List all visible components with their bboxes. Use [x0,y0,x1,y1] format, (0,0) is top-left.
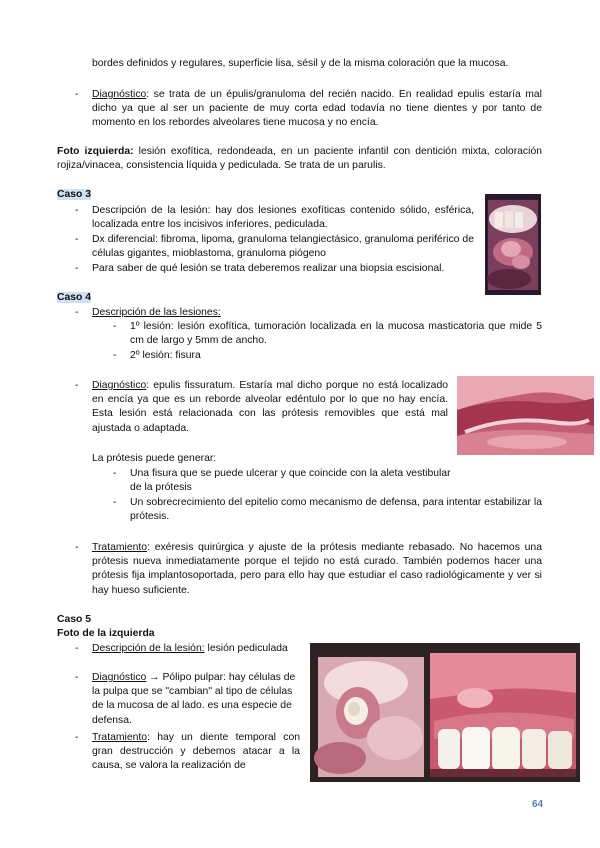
caso5-subtitle: Foto de la izquierda [57,628,155,639]
caso3-item-3: Para saber de qué lesión se trata deberemos realizar una biopsia escisional. [92,263,445,274]
bullet-dash: - [75,643,79,654]
caso4-heading: Caso 4 [57,292,92,303]
caso3-clinical-photo [485,194,541,295]
caso4-clinical-photo [457,376,594,455]
caso4-protesis-item-1: Una fisura que se puede ulcerar y que coincide con la aleta vestibular de la prótesis [130,468,451,494]
caso5-photo-panel [310,643,580,782]
caso3-heading: Caso 3 [57,189,92,200]
foto-izquierda-text: lesión exofítica, redondeada, en un paciente infantil con dentición mixta, coloración rojiza/vinacea, consistencia líquida y pediculada. Se trata de un parulis. [57,146,542,172]
caso4-desc-item-1: 1º lesión: lesión exofítica, tumoración localizada en la mucosa masticatoria que mide 5 cm de largo y 5mm de ancho. [130,321,542,347]
caso4-diag-label: Diagnóstico [92,380,147,391]
bullet-dash: - [75,732,79,743]
caso4-desc-item-2: 2º lesión: fisura [130,350,201,361]
bullet-dash: - [75,380,79,391]
caso4-trat-label: Tratamiento [92,542,148,553]
caso5-trat-label: Tratamiento [92,732,148,743]
caso4-protesis-intro: La prótesis puede generar: [92,453,217,464]
caso5-heading: Caso 5 [57,614,92,625]
caso4-diag-text: : epulis fissuratum. Estaría mal dicho porque no está localizado en encía ya que es un reborde alveolar edéntulo por lo que no hay encía. Esta lesión está relacionada con las prótesis removibles que está mal ajustada o adaptada. [92,380,448,434]
diagnosis-label: Diagnóstico [92,89,147,100]
caso4-trat-text: : exéresis quirúrgica y ajuste de la prótesis mediante rebasado. No hacemos una prótesis nueva inmediatamente porque el tejido no está curado. También podemos hacer una prótesis fija implantosoportada, pero para ello hay que estudiar el caso radiológicamente y ver si hay hueso suficiente. [92,542,542,596]
caso4-diagnosis-paragraph [92,379,448,436]
diagnosis-text: : se trata de un épulis/granuloma del recién nacido. En realidad epulis estaría mal dicho ya que al ser un paciente de muy corta edad todavía no tiene dientes y por tanto de momento en los rebordes alveolares tiene mucosa y no encía. [92,89,542,129]
caso5-trat-text: : hay un diente temporal con gran destrucción y debemos atacar a la causa, se valora la realización de [92,732,300,772]
caso5-treatment-paragraph [92,731,300,774]
bullet-dash: - [75,542,79,553]
bullet-dash: - [113,321,117,332]
caso3-item-2: Dx diferencial: fibroma, lipoma, granuloma telangiectásico, granuloma periférico de células gigantes, mioblastoma, granuloma piógeno [92,234,474,260]
caso5-left-photo [314,657,424,777]
caso5-desc-label: Descripción de la lesión: [92,643,205,654]
caso4-treatment-paragraph [92,541,542,598]
caso5-diag-text: → Pólipo pulpar: hay células de la pulpa que se "cambian" al tipo de células de la mucosa de al lado. es una especie de defensa. [92,672,296,726]
bullet-dash: - [113,497,117,508]
bullet-dash: - [75,234,79,245]
bullet-dash: - [75,307,79,318]
caso3-item-1: Descripción de la lesión: hay dos lesiones exofíticas contenido sólido, esférica, localizada entre los incisivos inferiores, pediculada. [92,205,474,231]
bullet-dash: - [75,672,79,683]
bullet-dash: - [75,89,79,100]
foto-izquierda-label: Foto izquierda: [57,146,134,157]
foto-izquierda-paragraph [57,145,542,173]
bullet-dash: - [75,205,79,216]
bullet-dash: - [75,263,79,274]
caso4-desc-label: Descripción de las lesiones: [92,307,221,318]
bullet-dash: - [113,468,117,479]
page-number: 64 [532,799,544,810]
caso5-desc-text: lesión pediculada [204,643,288,654]
caso5-diag-paragraph [92,671,302,728]
caso5-right-photo [430,653,576,777]
bullet-dash: - [113,350,117,361]
caso5-diag-label: Diagnóstico [92,672,147,683]
diagnosis-paragraph [92,88,542,131]
caso5-desc-paragraph [92,642,300,656]
continuation-line: bordes definidos y regulares, superficie lisa, sésil y de la misma coloración que la mucosa. [92,58,509,69]
caso4-protesis-item-2: Un sobrecrecimiento del epitelio como mecanismo de defensa, para intentar estabilizar la prótesis. [130,497,542,523]
